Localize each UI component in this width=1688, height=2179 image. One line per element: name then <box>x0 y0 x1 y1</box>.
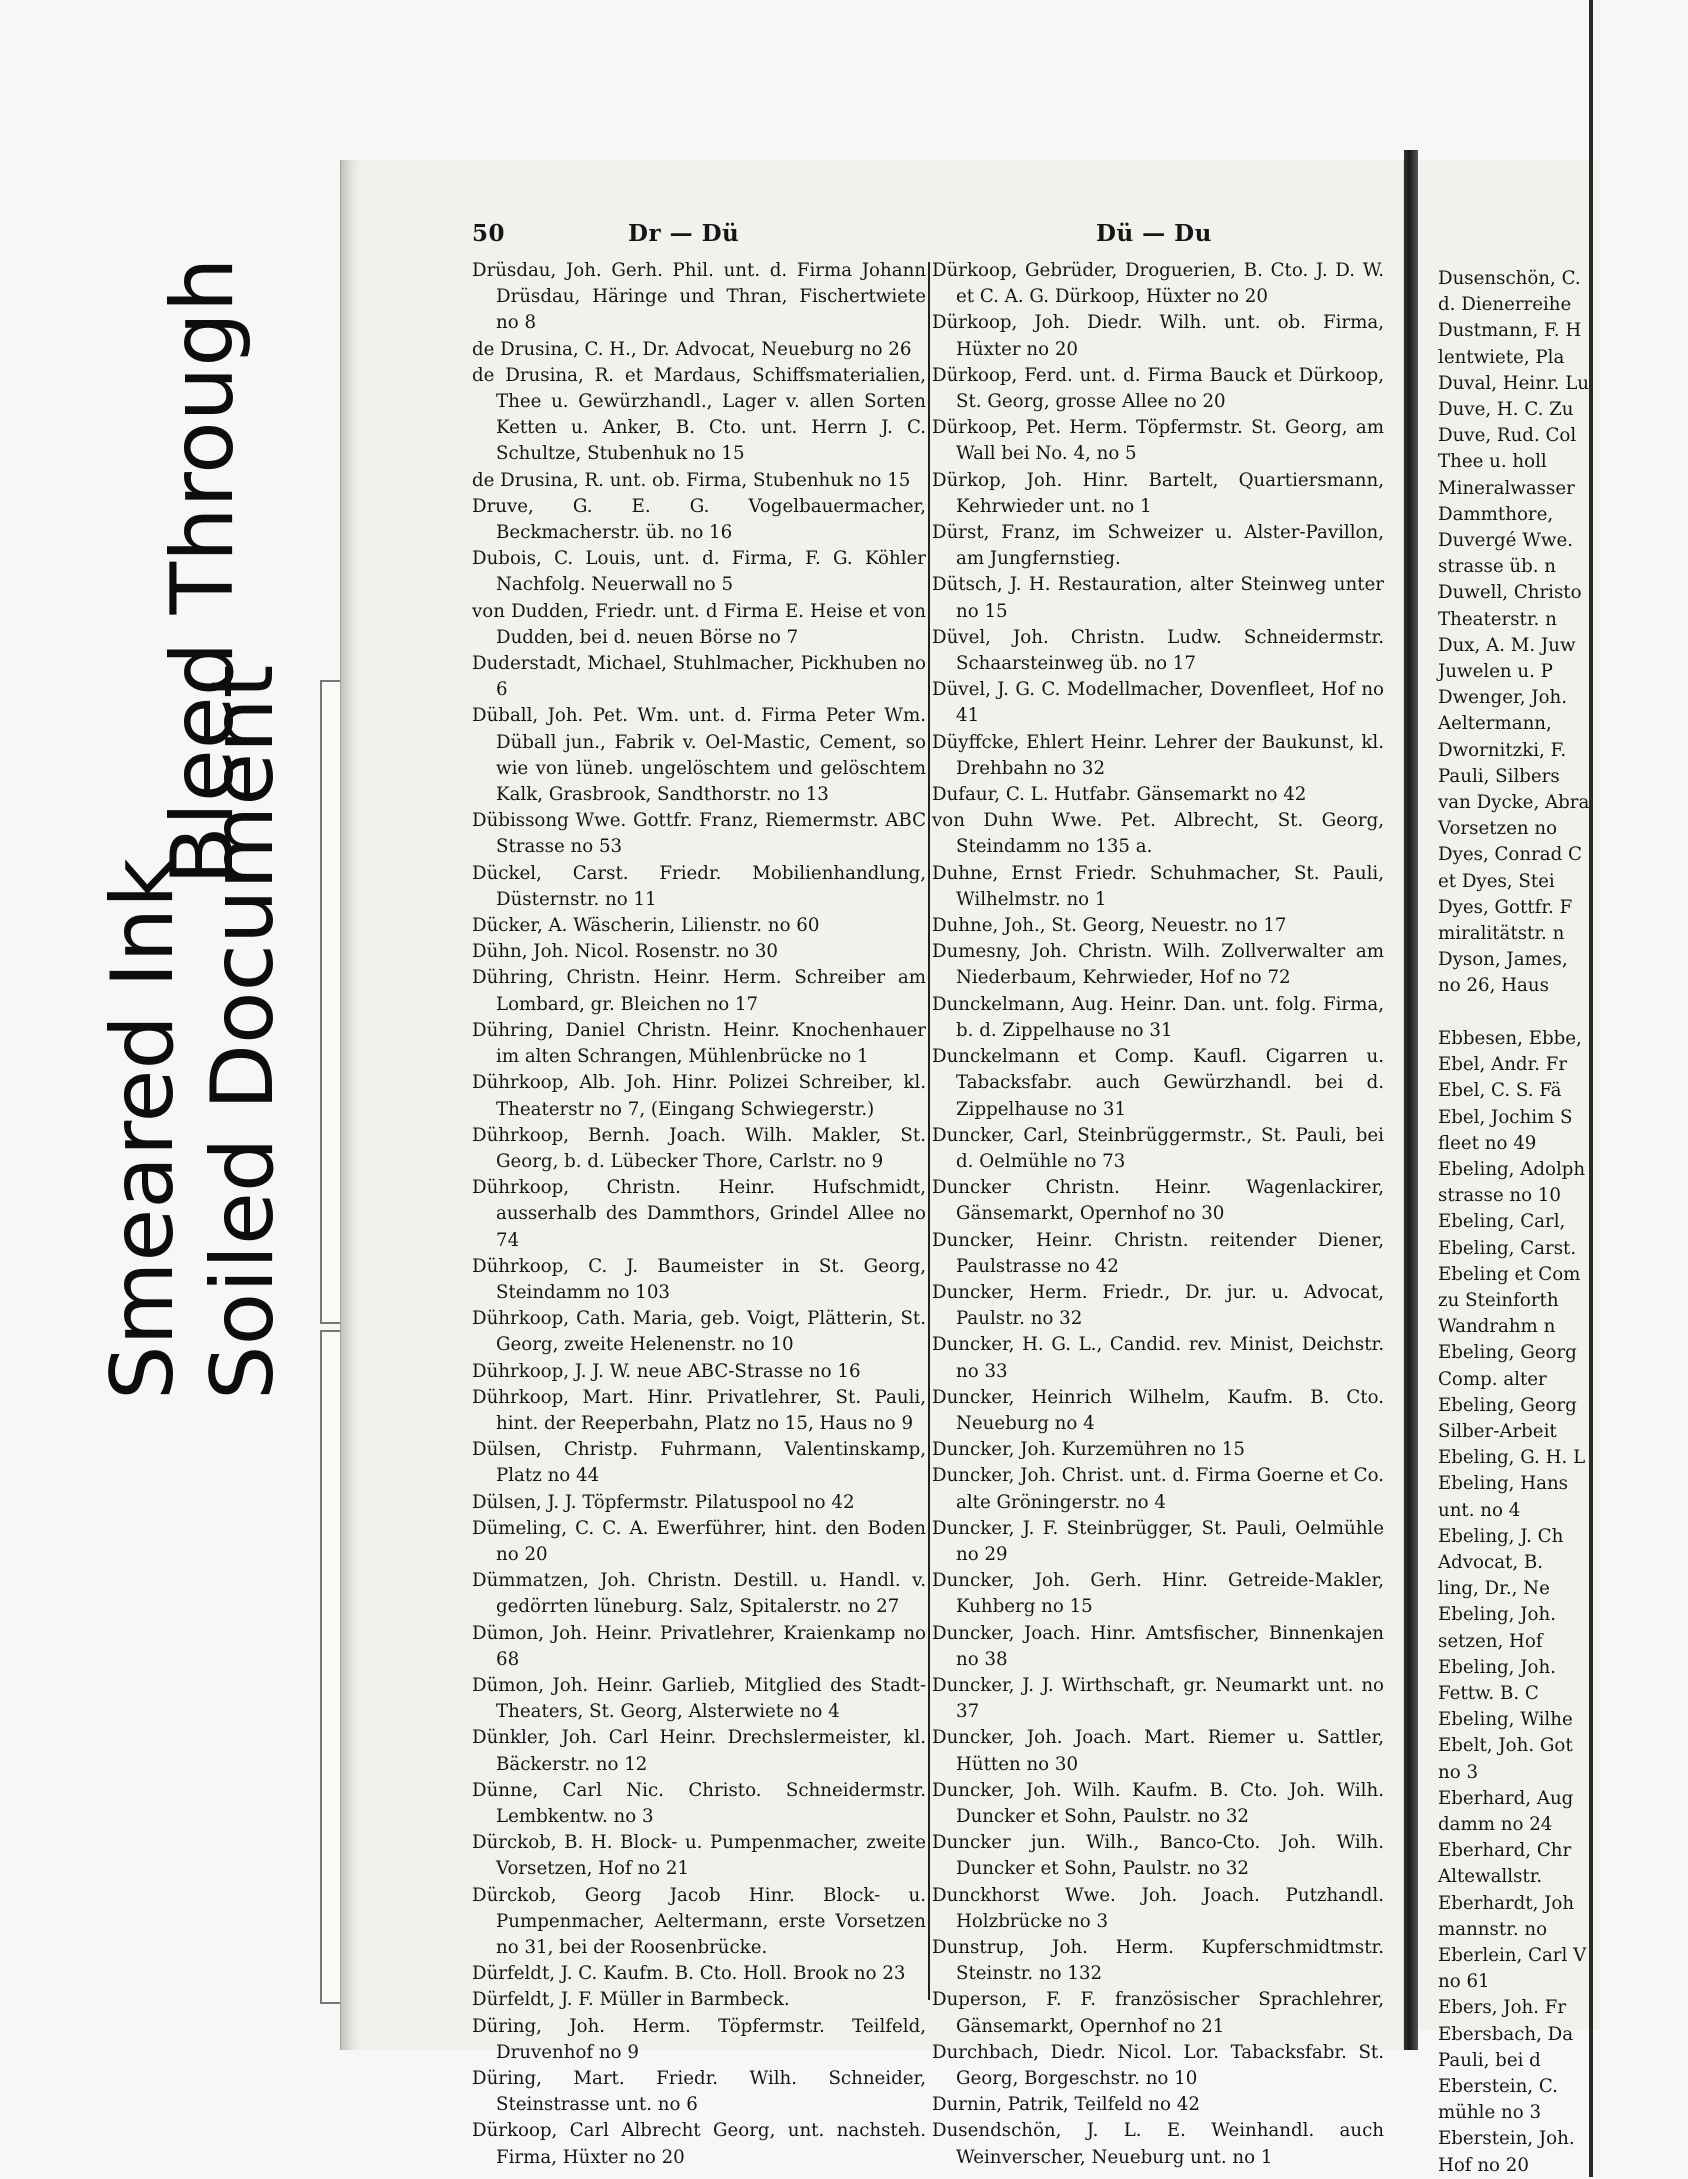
directory-entry: no 61 <box>1438 1971 1490 1993</box>
directory-entry: Dyson, James, <box>1438 949 1568 971</box>
directory-entry: Duncker jun. Wilh., Banco-Cto. Joh. Wilh. Duncker et Sohn, Paulstr. no 32 <box>932 1832 1384 1880</box>
directory-entry: d. Dienerreihe <box>1438 294 1572 316</box>
directory-entry: Ebers, Joh. Fr <box>1438 1997 1567 2019</box>
directory-entry: de Drusina, R. et Mardaus, Schiffsmaterialien, Thee u. Gewürzhandl., Lager v. allen Sorten Ketten u. Anker, B. Cto. unt. Herrn J. C. Schultze, Stubenhuk no 15 <box>472 364 926 465</box>
directory-entry: setzen, Hof <box>1438 1630 1543 1652</box>
directory-entry: Duncker, J. F. Steinbrügger, St. Pauli, Oelmühle no 29 <box>932 1517 1384 1565</box>
directory-entry: Dunckelmann, Aug. Heinr. Dan. unt. folg. Firma, b. d. Zippelhause no 31 <box>932 993 1384 1041</box>
directory-entry: Ebeling, Wilhe <box>1438 1709 1573 1731</box>
directory-entry: Duncker, Herm. Friedr., Dr. jur. u. Advocat, Paulstr. no 32 <box>932 1281 1384 1330</box>
directory-entry: Düring, Mart. Friedr. Wilh. Schneider, Steinstrasse unt. no 6 <box>472 2068 926 2116</box>
directory-entry <box>1438 1000 1688 1026</box>
directory-entry: Dürkoop, Carl Albrecht Georg, unt. nachsteh. Firma, Hüxter no 20 <box>472 2120 926 2168</box>
directory-entry: Comp. alter <box>1438 1368 1547 1390</box>
directory-entry: Dux, A. M. Juw <box>1438 634 1576 656</box>
label-soiled-document-text: Soiled Document <box>193 664 293 1400</box>
directory-entry: mannstr. no <box>1438 1918 1548 1940</box>
directory-entry: Dyes, Gottfr. F <box>1438 896 1573 918</box>
directory-entry: Wandrahm n <box>1438 1316 1556 1338</box>
directory-entry: Aeltermann, <box>1438 713 1552 735</box>
directory-entry: Dufaur, C. L. Hutfabr. Gänsemarkt no 42 <box>932 784 1307 806</box>
directory-entry: Dückel, Carst. Friedr. Mobilienhandlung, Düsternstr. no 11 <box>472 862 926 910</box>
directory-entry: Dwenger, Joh. <box>1438 687 1568 709</box>
directory-entry: Duncker, Joh. Christ. unt. d. Firma Goerne et Co. alte Gröningerstr. no 4 <box>932 1465 1384 1513</box>
directory-entry: Dührkoop, Christn. Heinr. Hufschmidt, ausserhalb des Dammthors, Grindel Allee no 74 <box>472 1177 926 1251</box>
directory-entry: miralitätstr. n <box>1438 923 1565 945</box>
directory-entry: Dürst, Franz, im Schweizer u. Alster-Pavillon, am Jungfernstieg. <box>932 522 1384 570</box>
directory-entry: Dusendschön, J. L. E. Weinhandl. auch Weinverscher, Neueburg unt. no 1 <box>932 2120 1384 2168</box>
directory-entry: Düvel, J. G. C. Modellmacher, Dovenfleet, Hof no 41 <box>932 679 1384 727</box>
directory-entry: Eberhard, Aug <box>1438 1787 1574 1809</box>
directory-entry: Dülsen, Christp. Fuhrmann, Valentinskamp, Platz no 44 <box>472 1439 926 1487</box>
directory-entry: van Dycke, Abra <box>1438 792 1590 814</box>
directory-entry: Duncker, Heinrich Wilhelm, Kaufm. B. Cto. Neueburg no 4 <box>932 1386 1384 1434</box>
directory-entry: Dümmatzen, Joh. Christn. Destill. u. Handl. v. gedörrten lüneburg. Salz, Spitalerstr. no 27 <box>472 1570 926 1618</box>
directory-entry: Duncker, Heinr. Christn. reitender Diener, Paulstrasse no 42 <box>932 1229 1384 1277</box>
directory-entry: Dütsch, J. H. Restauration, alter Steinweg unter no 15 <box>932 574 1384 622</box>
directory-entry: Dürkoop, Pet. Herm. Töpfermstr. St. Georg, am Wall bei No. 4, no 5 <box>932 417 1384 465</box>
directory-entry: Duncker, Joh. Gerh. Hinr. Getreide-Makler, Kuhberg no 15 <box>932 1570 1384 1618</box>
directory-entry: Düball, Joh. Pet. Wm. unt. d. Firma Peter Wm. Düball jun., Fabrik v. Oel-Mastic, Cement, so wie von lüneb. ungelöschtem und gelöschtem Kalk, Grasbrook, Sandthorstr. no 13 <box>472 705 926 806</box>
directory-entry: Ebeling, Joh. <box>1438 1656 1556 1678</box>
directory-entry: Druve, G. E. G. Vogelbauermacher, Beckmacherstr. üb. no 16 <box>472 495 926 544</box>
directory-entry: Dürckob, B. H. Block- u. Pumpenmacher, zweite Vorsetzen, Hof no 21 <box>472 1832 926 1880</box>
directory-entry: Ebeling, J. Ch <box>1438 1525 1564 1547</box>
directory-entry: Ebbesen, Ebbe, <box>1438 1027 1582 1049</box>
directory-entry: Durchbach, Diedr. Nicol. Lor. Tabacksfabr. St. Georg, Borgeschstr. no 10 <box>932 2041 1384 2090</box>
directory-entry: Düyffcke, Ehlert Heinr. Lehrer der Baukunst, kl. Drehbahn no 32 <box>932 731 1384 779</box>
directory-entry: Ebeling, G. H. L <box>1438 1447 1586 1469</box>
directory-entry: no 26, Haus <box>1438 975 1549 997</box>
directory-entry: Pauli, Silbers <box>1438 765 1560 787</box>
directory-entry: Dürckob, Georg Jacob Hinr. Block- u. Pumpenmacher, Aeltermann, erste Vorsetzen no 31, bei der Roosenbrücke. <box>472 1884 926 1958</box>
directory-entry: Ebeling et Com <box>1438 1263 1581 1285</box>
directory-entry: Dustmann, F. H <box>1438 320 1582 342</box>
directory-entry: Duncker, Joh. Kurzemühren no 15 <box>932 1439 1245 1461</box>
directory-entry: Dürkop, Joh. Hinr. Bartelt, Quartiersmann, Kehrwieder unt. no 1 <box>932 469 1384 517</box>
directory-entry: Duhne, Joh., St. Georg, Neuestr. no 17 <box>932 915 1287 937</box>
directory-entry: Duperson, F. F. französischer Sprachlehrer, Gänsemarkt, Opernhof no 21 <box>932 1989 1384 2037</box>
directory-entry: damm no 24 <box>1438 1813 1553 1835</box>
directory-entry: Dunstrup, Joh. Herm. Kupferschmidtmstr. Steinstr. no 132 <box>932 1937 1384 1985</box>
directory-entry: Dülsen, J. J. Töpfermstr. Pilatuspool no 42 <box>472 1491 855 1513</box>
directory-entry: Duncker, H. G. L., Candid. rev. Minist, Deichstr. no 33 <box>932 1334 1384 1382</box>
column-rule <box>928 262 930 2000</box>
directory-entry: Dühring, Christn. Heinr. Herm. Schreiber am Lombard, gr. Bleichen no 17 <box>472 967 926 1015</box>
directory-entry: Eberhard, Chr <box>1438 1840 1572 1862</box>
directory-entry: Duncker Christn. Heinr. Wagenlackirer, Gänsemarkt, Opernhof no 30 <box>932 1177 1384 1225</box>
directory-entry: Dammthore, <box>1438 503 1554 525</box>
directory-entry: Duve, H. C. Zu <box>1438 399 1574 421</box>
directory-entry: Dürkoop, Joh. Diedr. Wilh. unt. ob. Firma, Hüxter no 20 <box>932 312 1384 360</box>
directory-entry: Dünkler, Joh. Carl Heinr. Drechslermeister, kl. Bäckerstr. no 12 <box>472 1727 926 1775</box>
running-head-left: Dr — Dü <box>628 220 740 247</box>
directory-entry: Ebel, Andr. Fr <box>1438 1054 1568 1076</box>
directory-entry: Ebeling, Georg <box>1438 1394 1577 1416</box>
directory-column-left <box>472 258 926 2171</box>
directory-entry: fleet no 49 <box>1438 1132 1537 1154</box>
directory-entry: Ebel, Jochim S <box>1438 1106 1573 1128</box>
directory-entry: Ebeling, Adolph <box>1438 1158 1586 1180</box>
directory-entry: Thee u. holl <box>1438 451 1547 473</box>
directory-entry: Vorsetzen no <box>1438 818 1558 840</box>
directory-entry: Dühn, Joh. Nicol. Rosenstr. no 30 <box>472 941 778 963</box>
directory-entry: Ebeling, Carl, <box>1438 1211 1566 1233</box>
directory-entry: Dunckelmann et Comp. Kaufl. Cigarren u. Tabacksfabr. auch Gewürzhandl. bei d. Zippelhause no 31 <box>932 1046 1384 1120</box>
directory-column-right <box>932 258 1384 2171</box>
directory-entry: Düvel, Joh. Christn. Ludw. Schneidermstr. Schaarsteinweg üb. no 17 <box>932 626 1384 675</box>
directory-entry: Dümon, Joh. Heinr. Privatlehrer, Kraienkamp no 68 <box>472 1622 926 1670</box>
directory-entry: Dümon, Joh. Heinr. Garlieb, Mitglied des Stadt-Theaters, St. Georg, Alsterwiete no 4 <box>472 1674 926 1723</box>
page-header <box>472 218 1392 258</box>
directory-entry: Duve, Rud. Col <box>1438 425 1577 447</box>
directory-entry: Ebeling, Joh. <box>1438 1604 1556 1626</box>
directory-entry: Silber-Arbeit <box>1438 1420 1557 1442</box>
directory-entry: Ebeling, Carst. <box>1438 1237 1577 1259</box>
directory-entry: Ebersbach, Da <box>1438 2023 1574 2045</box>
directory-entry: Dünne, Carl Nic. Christo. Schneidermstr. Lembkentw. no 3 <box>472 1779 926 1827</box>
directory-entry: Eberstein, C. <box>1438 2076 1558 2098</box>
directory-entry: Advocat, B. <box>1438 1551 1544 1573</box>
directory-entry: Hof no 20 <box>1438 2154 1529 2176</box>
directory-entry: et Dyes, Stei <box>1438 870 1555 892</box>
directory-entry: de Drusina, C. H., Dr. Advocat, Neueburg no 26 <box>472 338 912 360</box>
directory-entry: no 3 <box>1438 1761 1479 1783</box>
directory-entry: Dücker, A. Wäscherin, Lilienstr. no 60 <box>472 915 820 937</box>
directory-entry: Dührkoop, J. J. W. neue ABC-Strasse no 16 <box>472 1360 861 1382</box>
directory-entry: Dubois, C. Louis, unt. d. Firma, F. G. Köhler Nachfolg. Neuerwall no 5 <box>472 548 926 596</box>
directory-entry: Theaterstr. n <box>1438 608 1557 630</box>
directory-entry: Duncker, Joh. Wilh. Kaufm. B. Cto. Joh. Wilh. Duncker et Sohn, Paulstr. no 32 <box>932 1779 1384 1827</box>
directory-entry: Dürkoop, Gebrüder, Droguerien, B. Cto. J. D. W. et C. A. G. Dürkoop, Hüxter no 20 <box>932 260 1384 308</box>
directory-entry: Dührkoop, Cath. Maria, geb. Voigt, Plätterin, St. Georg, zweite Helenenstr. no 10 <box>472 1308 926 1356</box>
directory-entry: Dühring, Daniel Christn. Heinr. Knochenhauer im alten Schrangen, Mühlenbrücke no 1 <box>472 1019 926 1068</box>
directory-entry: Eberhardt, Joh <box>1438 1892 1575 1914</box>
facing-page <box>1418 160 1600 2176</box>
facing-page-column <box>1438 266 1688 2179</box>
label-bleed-through-text: Bleed Through <box>153 257 253 885</box>
directory-entry: Duderstadt, Michael, Stuhlmacher, Pickhuben no 6 <box>472 653 926 701</box>
directory-entry: Mineralwasser <box>1438 477 1575 499</box>
directory-entry: Pauli, bei d <box>1438 2049 1541 2071</box>
running-head-right: Dü — Du <box>1096 220 1212 247</box>
directory-entry: Ebeling, Hans <box>1438 1473 1568 1495</box>
directory-entry: Durnin, Patrik, Teilfeld no 42 <box>932 2094 1200 2116</box>
directory-entry: Duhne, Ernst Friedr. Schuhmacher, St. Pauli, Wilhelmstr. no 1 <box>932 862 1384 910</box>
directory-entry: Ebelt, Joh. Got <box>1438 1735 1573 1757</box>
directory-entry: zu Steinforth <box>1438 1289 1559 1311</box>
directory-entry: Duvergé Wwe. <box>1438 530 1574 552</box>
directory-entry: Dürfeldt, J. F. Müller in Barmbeck. <box>472 1989 790 2011</box>
directory-entry: Dürkoop, Ferd. unt. d. Firma Bauck et Dürkoop, St. Georg, grosse Allee no 20 <box>932 364 1384 413</box>
directory-entry: Dumesny, Joh. Christn. Wilh. Zollverwalter am Niederbaum, Kehrwieder, Hof no 72 <box>932 941 1384 989</box>
directory-entry: Fettw. B. C <box>1438 1682 1539 1704</box>
directory-entry: strasse no 10 <box>1438 1185 1561 1207</box>
directory-entry: von Dudden, Friedr. unt. d Firma E. Heise et von Dudden, bei d. neuen Börse no 7 <box>472 600 926 648</box>
directory-entry: Dührkoop, Mart. Hinr. Privatlehrer, St. Pauli, hint. der Reeperbahn, Platz no 15, Haus no 9 <box>472 1386 926 1434</box>
directory-entry: Duwell, Christo <box>1438 582 1582 604</box>
directory-entry: Eberlein, Carl V <box>1438 1945 1587 1966</box>
directory-entry: Duncker, J. J. Wirthschaft, gr. Neumarkt unt. no 37 <box>932 1674 1384 1723</box>
label-smeared-ink-text: Smeared Ink <box>93 858 193 1400</box>
directory-entry: Ebeling, Georg <box>1438 1342 1577 1364</box>
directory-entry: Ebel, C. S. Fä <box>1438 1080 1562 1102</box>
directory-entry: Dyes, Conrad C <box>1438 844 1582 866</box>
directory-entry: Dübissong Wwe. Gottfr. Franz, Riemermstr. ABC Strasse no 53 <box>472 810 926 858</box>
directory-entry: mühle no 3 <box>1438 2102 1542 2124</box>
directory-entry: Drüsdau, Joh. Gerh. Phil. unt. d. Firma Johann Drüsdau, Häringe und Thran, Fischertwiete no 8 <box>472 260 926 334</box>
directory-entry: Dührkoop, Bernh. Joach. Wilh. Makler, St. Georg, b. d. Lübecker Thore, Carlstr. no 9 <box>472 1124 926 1172</box>
directory-entry: Duncker, Joach. Hinr. Amtsfischer, Binnenkajen no 38 <box>932 1622 1384 1670</box>
directory-entry: Dührkoop, C. J. Baumeister in St. Georg, Steindamm no 103 <box>472 1255 926 1303</box>
directory-entry: Dürfeldt, J. C. Kaufm. B. Cto. Holl. Brook no 23 <box>472 1963 906 1985</box>
directory-entry: Düring, Joh. Herm. Töpfermstr. Teilfeld, Druvenhof no 9 <box>472 2015 926 2063</box>
directory-entry: lentwiete, Pla <box>1438 346 1565 368</box>
directory-entry: Duval, Heinr. Lu <box>1438 372 1589 394</box>
directory-entry: Duncker, Carl, Steinbrüggermstr., St. Pauli, bei d. Oelmühle no 73 <box>932 1124 1384 1172</box>
directory-entry: von Duhn Wwe. Pet. Albrecht, St. Georg, Steindamm no 135 a. <box>932 810 1384 858</box>
scan-edge-line <box>1589 0 1593 2177</box>
page-number: 50 <box>472 220 506 247</box>
directory-entry: Dührkoop, Alb. Joh. Hinr. Polizei Schreiber, kl. Theaterstr no 7, (Eingang Schwiegerstr.) <box>472 1072 926 1120</box>
directory-entry: Dwornitzki, F. <box>1438 739 1567 761</box>
directory-entry: unt. no 4 <box>1438 1499 1521 1521</box>
directory-entry: ling, Dr., Ne <box>1438 1578 1550 1600</box>
directory-entry: Dunckhorst Wwe. Joh. Joach. Putzhandl. Holzbrücke no 3 <box>932 1884 1384 1932</box>
book-gutter <box>1404 150 1418 2050</box>
directory-entry: de Drusina, R. unt. ob. Firma, Stubenhuk no 15 <box>472 469 911 491</box>
directory-entry: Altewallstr. <box>1438 1866 1543 1888</box>
directory-entry: Dusenschön, C. <box>1438 268 1581 289</box>
directory-entry: Juwelen u. P <box>1438 661 1553 683</box>
directory-entry: strasse üb. n <box>1438 556 1557 578</box>
directory-entry: Eberstein, Joh. <box>1438 2128 1575 2150</box>
directory-entry: Duncker, Joh. Joach. Mart. Riemer u. Sattler, Hütten no 30 <box>932 1727 1384 1775</box>
directory-entry: Dümeling, C. C. A. Ewerführer, hint. den Boden no 20 <box>472 1517 926 1565</box>
